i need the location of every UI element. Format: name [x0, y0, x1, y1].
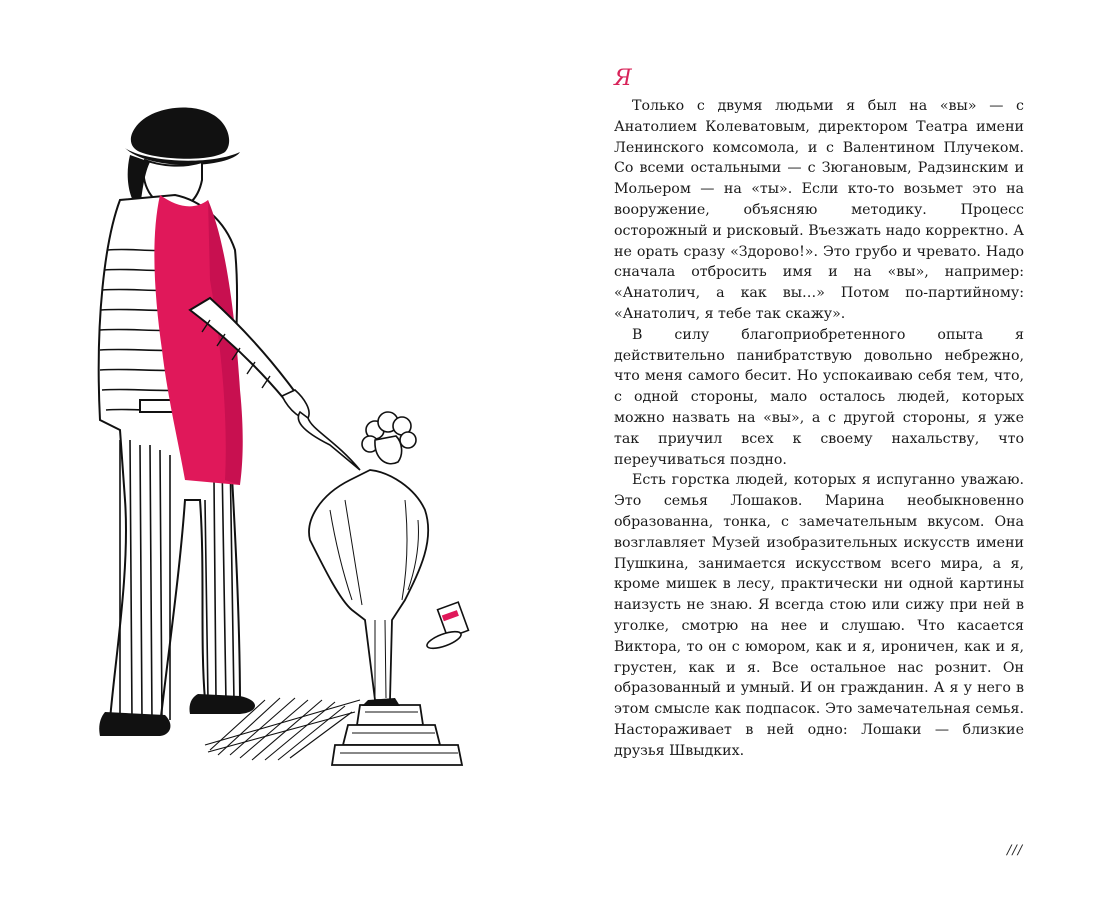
illustration [90, 100, 490, 790]
page-number: /// [1007, 843, 1024, 858]
section-heading: Я [614, 66, 632, 91]
paragraph-1: Только с двумя людьми я был на «вы» — с Анатолием Колеватовым, директором Театра имени Ленинского комсомола, и с Валентином Плучеком. Со всеми остальными — с Зюгановым, Радзинским и Мольером — на «ты». Если кто-то возьмет это на вооружение, объясняю методику. Процесс осторожный и рисковый. Въезжать надо корректно. А не орать сразу «Здорово!». Это грубо и чревато. Надо сначала отбросить имя и на «вы», например: «Анатолич, а как вы…» Потом по-партийному: «Анатолич, я тебе так скажу». [614, 98, 1024, 322]
tall-man [99, 108, 309, 736]
paragraph-2: В силу благоприобретенного опыта я действительно панибратствую довольно небрежно, что меня самого бесит. Но успокаиваю себя тем, что, с одной стороны, мало осталось людей, которых можно назвать на «вы», а с другой стороны, я уже так приучил всех к своему нахальству, что переучиваться поздно. [614, 326, 1024, 468]
shoe-left [99, 712, 170, 736]
small-figure [298, 412, 468, 765]
pedestal [357, 705, 423, 725]
hat [131, 108, 229, 159]
shoe-right [189, 694, 255, 714]
text-page [614, 66, 1024, 762]
paragraph-3: Есть горстка людей, которых я испуганно уважаю. Это семья Лошаков. Марина необыкновенно образованна, тонка, с замечательным вкусом. Она возглавляет Музей изобразительных искусств имени Пушкина, занимается искусством всего мира, а я, кроме мишек в лесу, практически ни одной картины наизусть не знаю. Я всегда стою или сижу при ней в уголке, смотрю на нее и слушаю. Что касается Виктора, то он с юмором, как и я, ироничен, как и я, грустен, как и я. Все остальное нас рознит. Он образованный и умный. И он гражданин. А я у него в этом смысле как подпасок. Это замечательная семья. Настораживает в ней одно: Лошаки — близкие друзья Швыдких. [614, 472, 1024, 759]
top-hat [425, 602, 468, 652]
